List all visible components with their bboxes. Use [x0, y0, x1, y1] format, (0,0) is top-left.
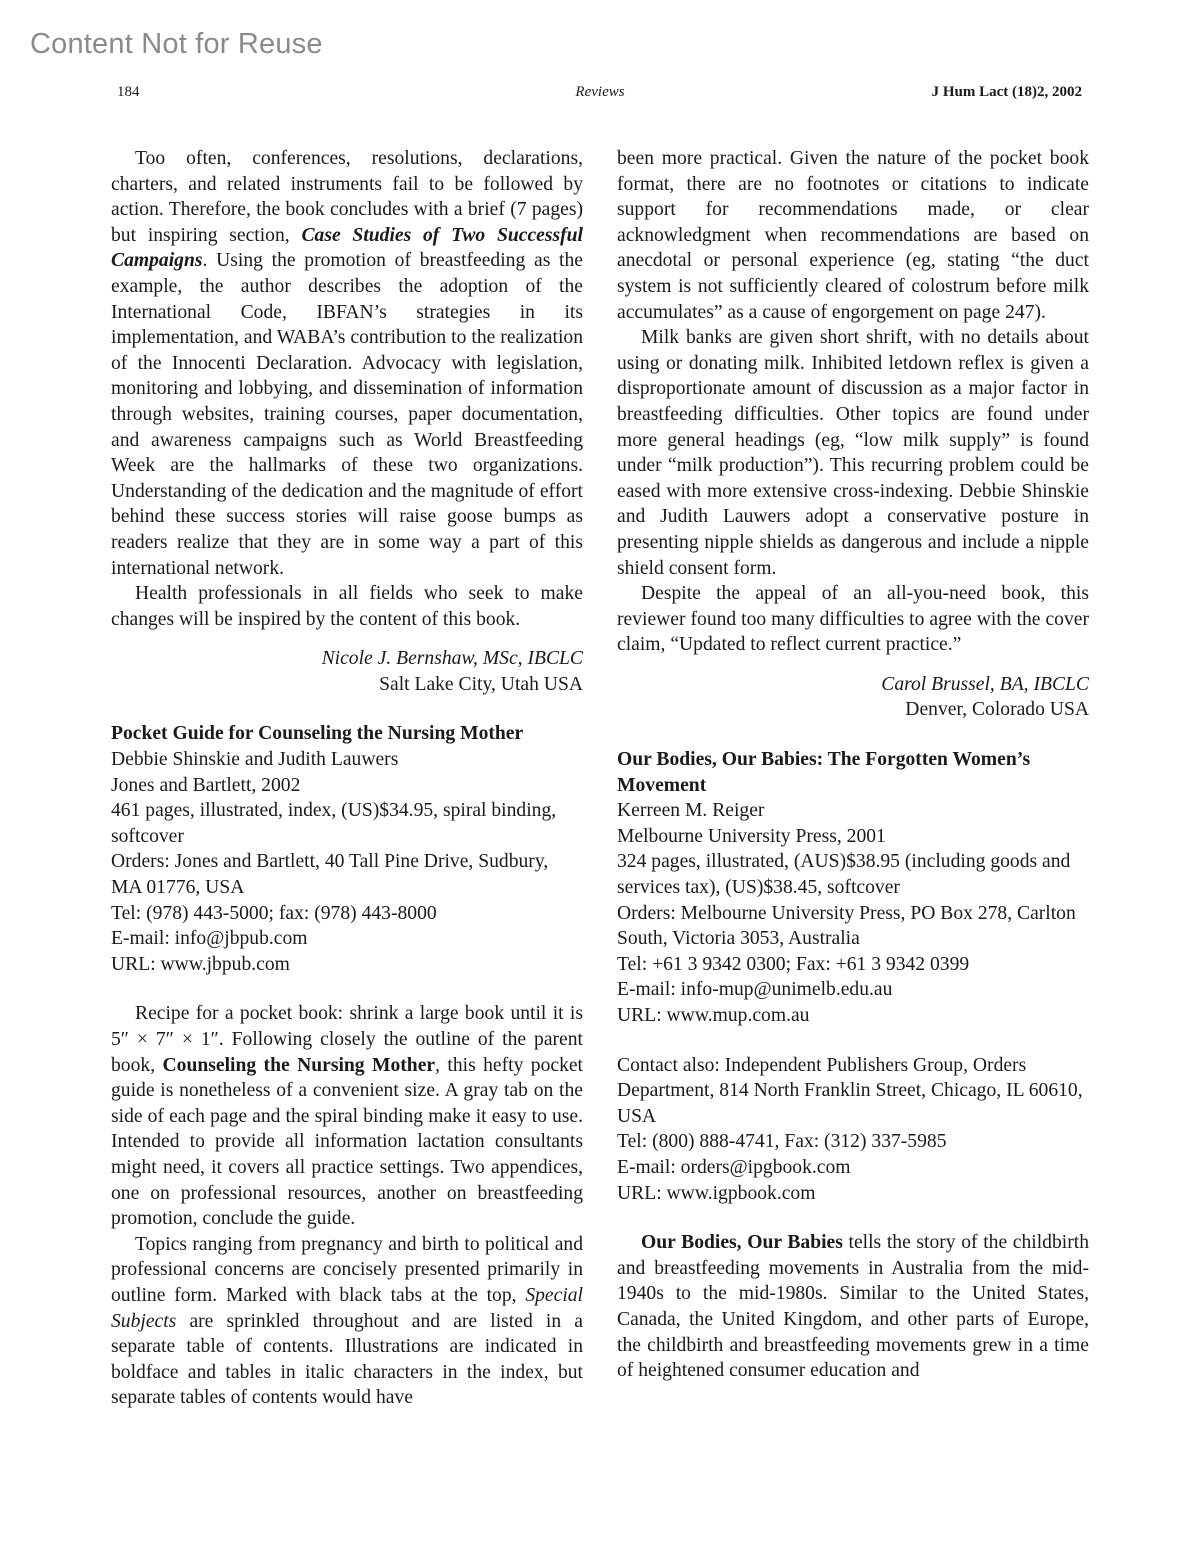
book-orders: Orders: Jones and Bartlett, 40 Tall Pine Drive, Sudbury, MA 01776, USA — [111, 851, 549, 899]
book-authors: Debbie Shinskie and Judith Lauwers — [111, 749, 399, 771]
reviewer-name: Carol Brussel, BA, IBCLC — [881, 673, 1089, 695]
review-paragraph — [111, 1001, 583, 1231]
text-run: Too often, conferences, resolutions, declarations, charters, and related instruments fail to be followed by action. Therefore, the book concludes with a brief (7 pages) but inspiring section, — [111, 148, 583, 246]
text-run: tells the story of the childbirth and breastfeeding movements in Australia from the mid-1940s to the mid-1980s. Similar to the United States, Canada, the United Kingdom, and other parts of Europe, the childbirth and breastfeeding movements grew in a time of heightened consumer education and — [617, 1232, 1089, 1382]
contact-email: E-mail: orders@ipgbook.com — [617, 1156, 851, 1178]
text-run: are sprinkled throughout and are listed in a separate table of contents. Illustrations are indicated in boldface and tables in italic characters in the index, but separate tables of contents would have — [111, 1310, 583, 1409]
text-run: Recipe for a pocket book: shrink a large book until it is 5″ × 7″ × 1″. Following closely the outline of the parent book, — [111, 1003, 583, 1076]
book-orders: Orders: Melbourne University Press, PO Box 278, Carlton South, Victoria 3053, Australia — [617, 902, 1076, 950]
book-details: 461 pages, illustrated, index, (US)$34.95, spiral binding, softcover — [111, 800, 557, 847]
book-reference: Counseling the Nursing Mother — [162, 1054, 436, 1076]
section-title: Reviews — [575, 84, 625, 100]
running-head — [0, 84, 1200, 106]
section-reference: Special Subjects — [111, 1284, 583, 1332]
reviewer-location: Denver, Colorado USA — [905, 699, 1089, 721]
book-email: E-mail: info@jbpub.com — [111, 928, 308, 950]
review-paragraph — [111, 146, 583, 581]
review-paragraph: Health professionals in all fields who seek to make changes will be inspired by the content of this book. — [111, 583, 583, 630]
book-url: URL: www.mup.com.au — [617, 1005, 810, 1026]
book-citation — [617, 747, 1089, 1029]
book-phone: Tel: (978) 443-5000; fax: (978) 443-8000 — [111, 902, 437, 924]
book-url: URL: www.jbpub.com — [111, 953, 290, 975]
contact-address: Contact also: Independent Publishers Group, Orders Department, 814 North Franklin Street, Chicago, IL 60610, USA — [617, 1054, 1083, 1127]
right-column — [617, 146, 1089, 1384]
reviewer-signature — [617, 672, 1089, 723]
review-paragraph: Despite the appeal of an all-you-need book, this reviewer found too many difficulties to agree with the cover claim, “Updated to reflect current practice.” — [617, 583, 1089, 656]
reviewer-location: Salt Lake City, Utah USA — [379, 673, 583, 695]
left-column — [111, 146, 583, 1411]
review-paragraph: been more practical. Given the nature of the pocket book format, there are no footnotes or citations to indicate support for recommendations made, or clear acknowledgment when recommendations are based on anecdotal or personal experience (eg, stating “the duct system is not sufficiently cleared of colostrum before milk accumulates” as a cause of engorgement on page 247). — [617, 148, 1089, 323]
page-number: 184 — [117, 84, 140, 100]
book-title: Pocket Guide for Counseling the Nursing Mother — [111, 723, 524, 745]
reviewer-name: Nicole J. Bernshaw, MSc, IBCLC — [321, 648, 583, 670]
journal-citation: J Hum Lact (18)2, 2002 — [931, 84, 1082, 100]
reviewer-signature — [111, 646, 583, 697]
book-email: E-mail: info-mup@unimelb.edu.au — [617, 979, 893, 1001]
book-authors: Kerreen M. Reiger — [617, 800, 765, 822]
text-run: Topics ranging from pregnancy and birth to political and professional concerns are concisely presented primarily in outline form. Marked with black tabs at the top, — [111, 1233, 583, 1306]
book-phone: Tel: +61 3 9342 0300; Fax: +61 3 9342 0399 — [617, 953, 970, 975]
additional-contact — [617, 1053, 1089, 1207]
book-title: Our Bodies, Our Babies: The Forgotten Women’s Movement — [617, 749, 1031, 796]
book-citation — [111, 721, 583, 977]
review-paragraph: Milk banks are given short shrift, with no details about using or donating milk. Inhibited letdown reflex is given a disproportionate amount of discussion as a major factor in breastfeeding difficulties. Other topics are found under more general headings (eg, “low milk supply” is found under “milk production”). This recurring problem could be eased with more extensive cross-indexing. Debbie Shinskie and Judith Lauwers adopt a conservative posture in presenting nipple shields as dangerous and include a nipple shield consent form. — [617, 327, 1089, 579]
review-paragraph — [111, 1232, 583, 1411]
section-reference: Case Studies of Two Successful Campaigns — [111, 224, 583, 272]
book-publisher: Jones and Bartlett, 2002 — [111, 774, 301, 796]
watermark: Content Not for Reuse — [30, 28, 323, 60]
book-details: 324 pages, illustrated, (AUS)$38.95 (including goods and services tax), (US)$38.45, softcover — [617, 851, 1071, 899]
contact-phone: Tel: (800) 888-4741, Fax: (312) 337-5985 — [617, 1131, 947, 1153]
review-paragraph — [617, 1230, 1089, 1384]
contact-url: URL: www.igpbook.com — [617, 1182, 816, 1204]
book-publisher: Melbourne University Press, 2001 — [617, 825, 886, 847]
text-run: , this hefty pocket guide is nonetheless of a convenient size. A gray tab on the side of each page and the spiral binding make it easy to use. Intended to provide all information lactation consultants might need, it covers all practice settings. Two appendices, one on professional resources, another on breastfeeding promotion, conclude the guide. — [111, 1054, 584, 1230]
text-run: . Using the promotion of breastfeeding as the example, the author describes the adoption of the International Code, IBFAN’s strategies in its implementation, and WABA’s contribution to the realization of the Innocenti Declaration. Advocacy with legislation, monitoring and lobbying, and dissemination of information through websites, training courses, paper documentation, and awareness campaigns such as World Breastfeeding Week are the hallmarks of these two organizations. Understanding of the dedication and the magnitude of effort behind these success stories will raise goose bumps as readers realize that they are in some way a part of this international network. — [111, 250, 583, 579]
book-reference: Our Bodies, Our Babies — [641, 1232, 843, 1254]
